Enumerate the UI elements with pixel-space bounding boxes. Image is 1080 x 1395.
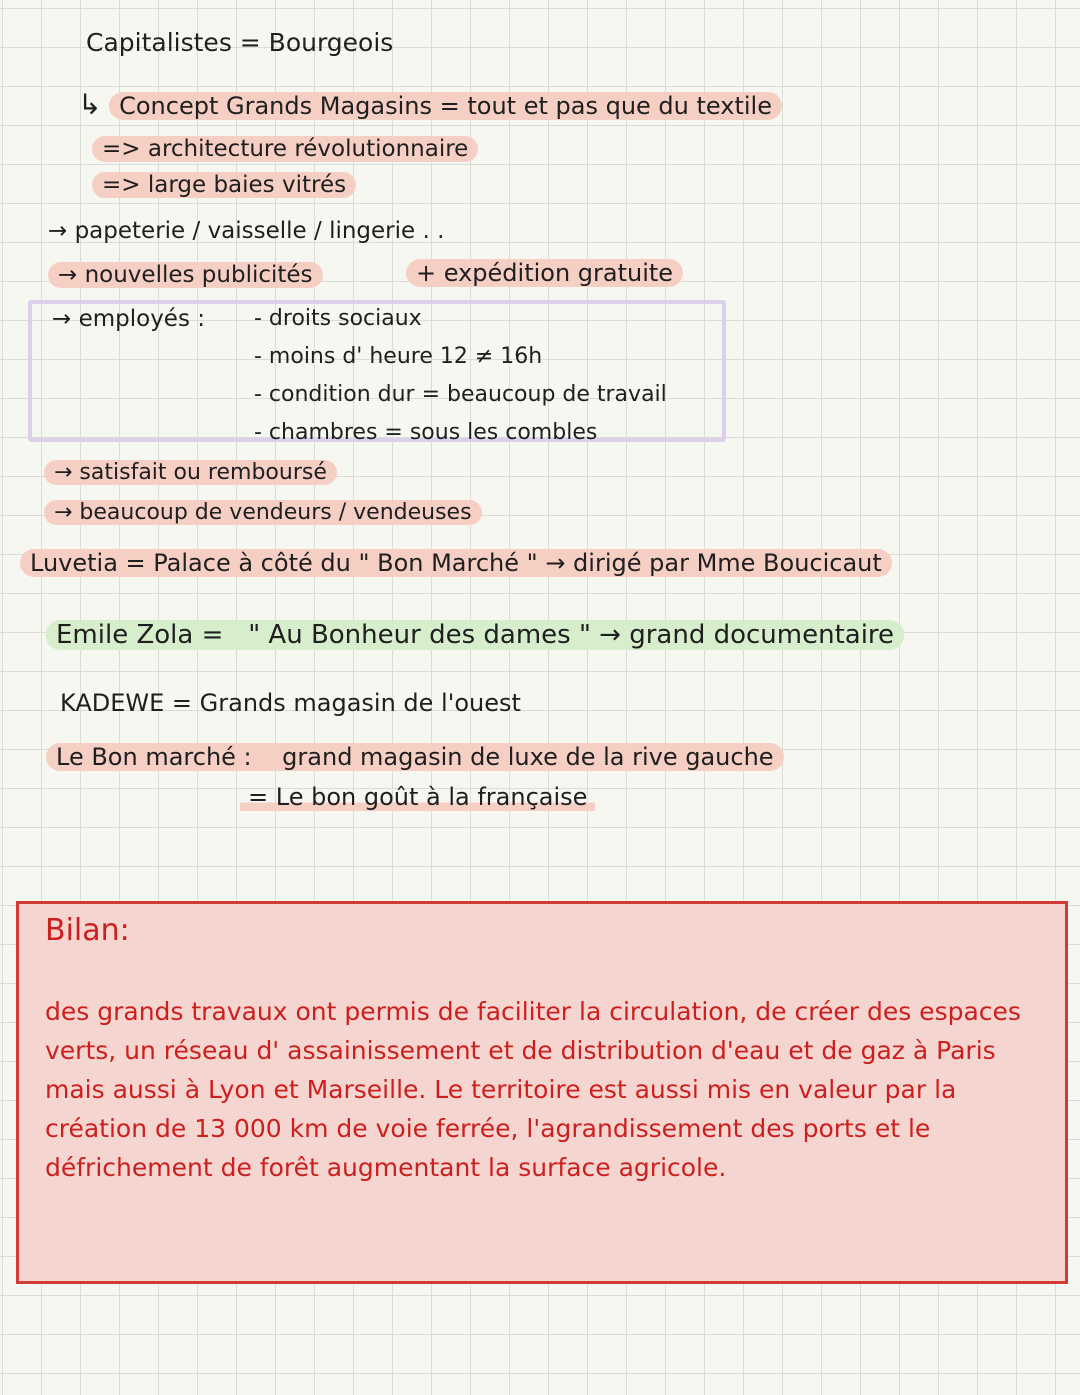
note-droits-sociaux: - droits sociaux [254,306,422,331]
note-concept-grands-magasins [78,90,782,121]
note-chambres: - chambres = sous les combles [254,420,598,445]
note-employes: → employés : [52,306,206,332]
hook-arrow-icon: ↳ [78,88,102,121]
note-baies-vitres: => large baies vitrés [92,170,356,200]
bilan-box [16,901,1068,1284]
note-emile-zola: Emile Zola = " Au Bonheur des dames " → grand documentaire [46,620,904,650]
note-papeterie: → papeterie / vaisselle / lingerie . . [48,218,445,244]
note-vendeurs: → beaucoup de vendeurs / vendeuses [44,498,482,528]
note-moins-heure: - moins d' heure 12 ≠ 16h [254,344,543,369]
note-capitalistes: Capitalistes = Bourgeois [86,28,394,57]
note-luvetia: Luvetia = Palace à côté du " Bon Marché " → dirigé par Mme Boucicaut [20,548,892,578]
note-satisfait: → satisfait ou remboursé [44,458,337,488]
bilan-text: des grands travaux ont permis de faciliter la circulation, de créer des espaces verts, un réseau d' assainissement et de distribution d'eau et de gaz à Paris mais aussi à Lyon et Marseille. Le territoire est aussi mis en valeur par la création de 13 000 km de voie ferrée, l'agrandissement des ports et le défrichement de forêt augmentant la surface agricole. [45,997,1021,1182]
note-condition: - condition dur = beaucoup de travail [254,382,667,407]
concept-highlight: Concept Grands Magasins = tout et pas que du textile [109,92,782,120]
note-publicites: → nouvelles publicités [48,260,323,290]
note-expedition: + expédition gratuite [406,258,683,288]
note-kadewe: KADEWE = Grands magasin de l'ouest [60,689,521,717]
note-architecture: => architecture révolutionnaire [92,134,478,164]
bilan-title: Bilan: [45,913,130,948]
note-bon-marche: Le Bon marché : grand magasin de luxe de la rive gauche [46,742,784,772]
note-bon-gout: = Le bon goût à la française [240,782,595,812]
